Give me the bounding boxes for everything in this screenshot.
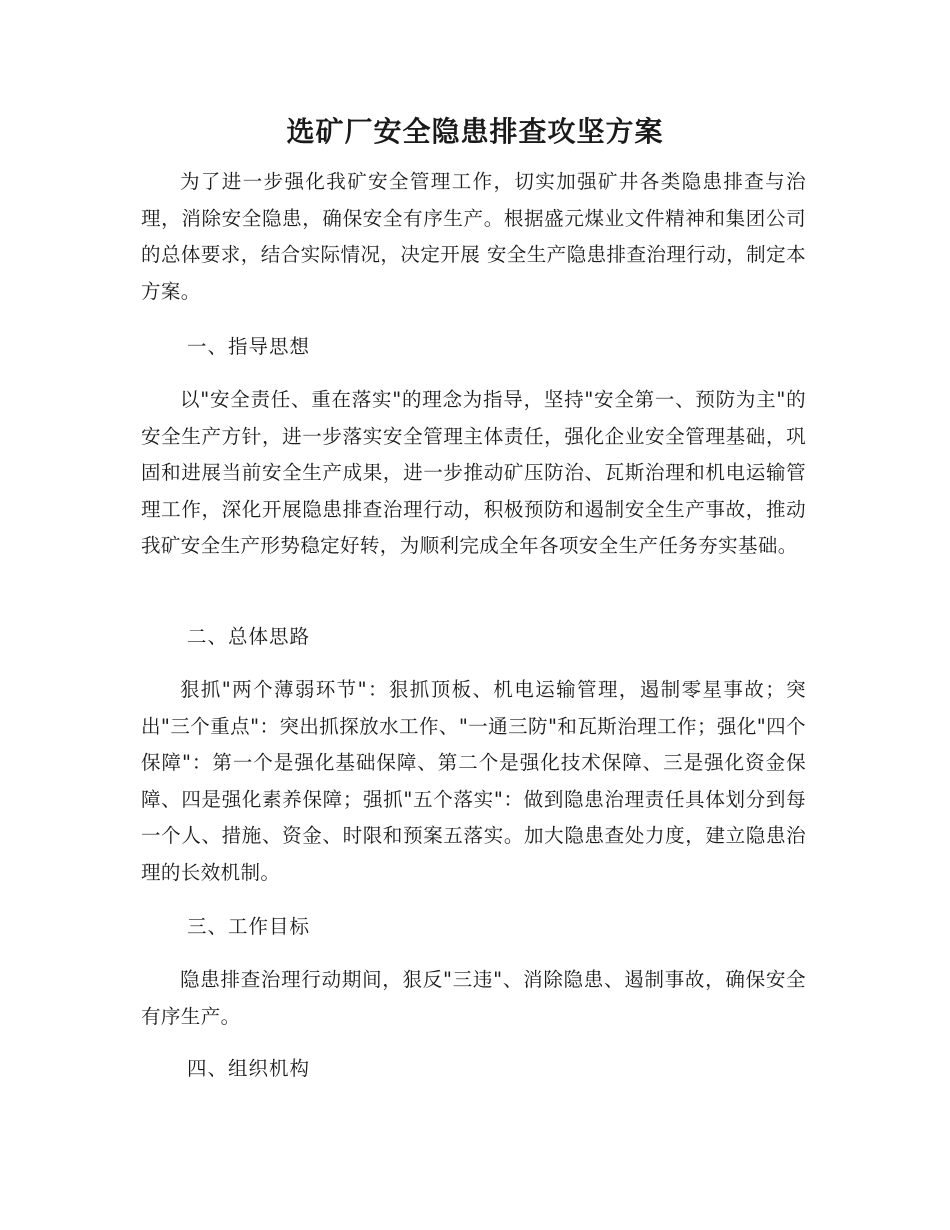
section-heading-overall-approach: 二、总体思路	[187, 625, 311, 648]
intro-paragraph: 为了进一步强化我矿安全管理工作，切实加强矿井各类隐患排查与治理，消除安全隐患，确保安全有序生产。根据盛元煤业文件精神和集团公司的总体要求，结合实际情况，决定开展 安全生产隐患排查治理行动，制定本方案。	[141, 170, 806, 303]
section-body-work-objectives: 隐患排查治理行动期间，狠反"三违"、消除隐患、遏制事故，确保安全有序生产。	[141, 968, 806, 1028]
section-heading-organization: 四、组织机构	[187, 1057, 311, 1080]
section-heading-guiding-ideology: 一、指导思想	[187, 335, 311, 358]
section-body-guiding-ideology: 以"安全责任、重在落实"的理念为指导，坚持"安全第一、预防为主"的安全生产方针，进一步落实安全管理主体责任，强化企业安全管理基础，巩固和进展当前安全生产成果，进一步推动矿压防治、瓦斯治理和机电运输管理工作，深化开展隐患排查治理行动，积极预防和遏制安全生产事故，推动我矿安全生产形势稳定好转，为顺利完成全年各项安全生产任务夯实基础。	[141, 388, 806, 557]
document-title: 选矿厂安全隐患排查攻坚方案	[286, 115, 664, 148]
section-heading-work-objectives: 三、工作目标	[187, 915, 311, 938]
section-body-overall-approach: 狠抓"两个薄弱环节"：狠抓顶板、机电运输管理，遏制零星事故；突出"三个重点"：突出抓探放水工作、"一通三防"和瓦斯治理工作；强化"四个保障"：第一个是强化基础保障、第二个是强化技术保障、三是强化资金保障、四是强化素养保障；强抓"五个落实"：做到隐患治理责任具体划分到每一个人、措施、资金、时限和预案五落实。加大隐患查处力度，建立隐患治理的长效机制。	[141, 678, 806, 884]
